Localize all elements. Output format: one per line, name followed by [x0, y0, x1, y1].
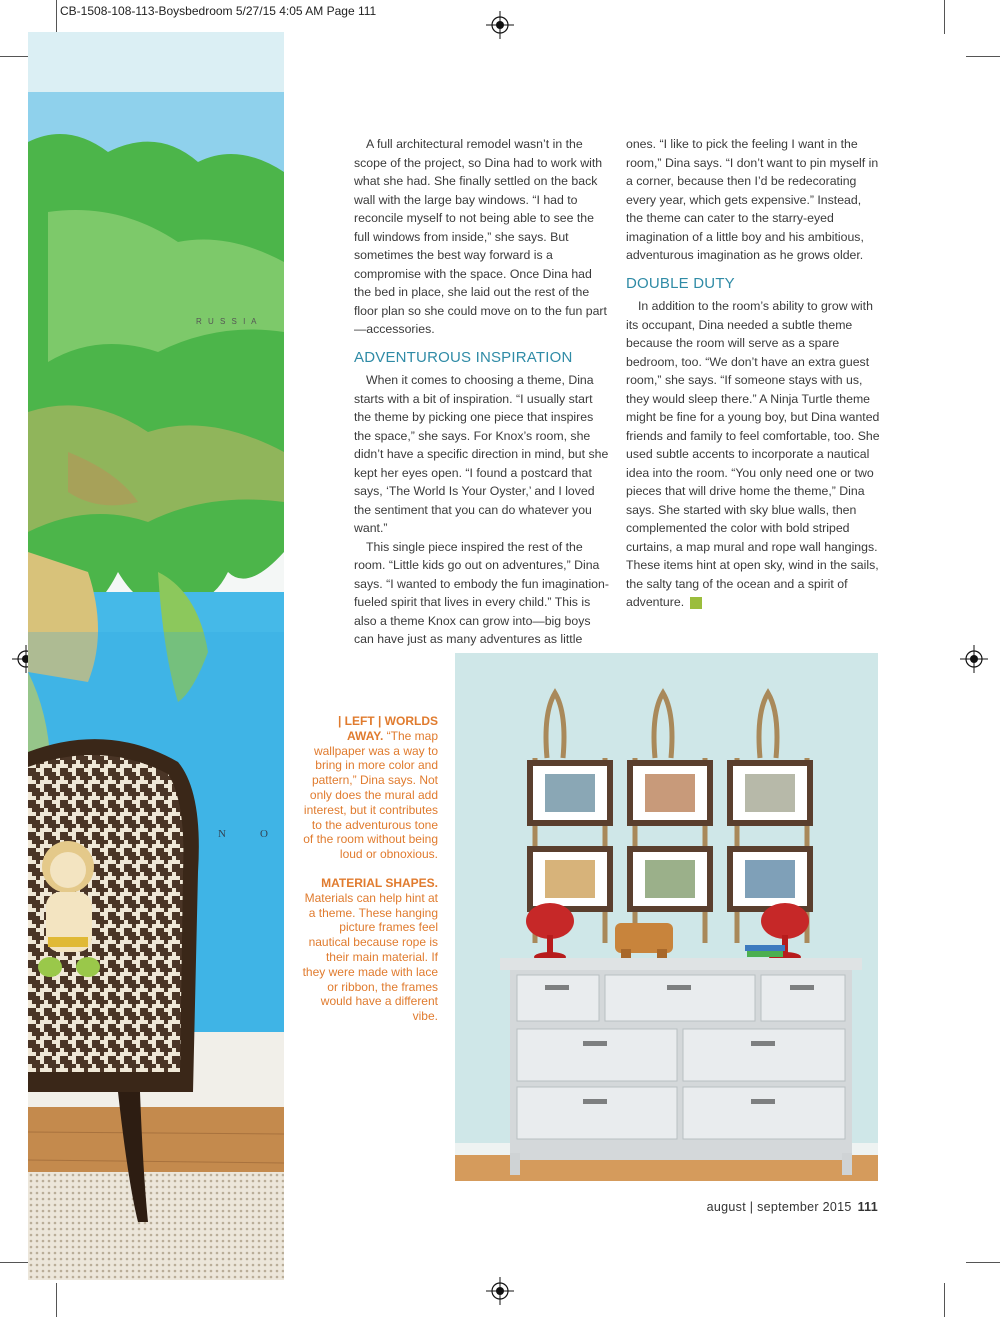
- registration-mark-icon: [486, 1277, 514, 1305]
- article-paragraph-text: In addition to the room’s ability to grow with its occupant, Dina needed a subtle theme because the room will serve as a spare bedroom, too. “We don’t have an extra guest room,” she says. “If someone stays with us, they would sleep there.” A Ninja Turtle theme might be fine for a young boy, but Dina wanted friends and family to feel comfortable, too. She used subtle accents to incorporate a nautical idea into the room. “You only need one or two pieces that will drive home the theme,” Dina says. She started with sky blue walls, then complemented the color with bold striped curtains, a map mural and rope wall hangings. These items hint at open sky, wind in the sails, the salty tang of the ocean and a spirit of adventure.: [626, 299, 880, 609]
- crop-mark: [944, 0, 945, 34]
- section-heading: ADVENTUROUS INSPIRATION: [354, 348, 573, 366]
- printer-slug: CB-1508-108-113-Boysbedroom 5/27/15 4:05 AM Page 111: [60, 4, 377, 18]
- caption-paragraph: [300, 714, 438, 862]
- section-heading: DOUBLE DUTY: [626, 274, 735, 292]
- registration-mark-icon: [486, 11, 514, 39]
- caption-label: MATERIAL SHAPES.: [321, 875, 438, 890]
- crop-mark: [966, 1262, 1000, 1263]
- article-paragraph: A full architectural remodel wasn’t in the scope of the project, so Dina had to work with what she had. She finally settled on the back wall with the large bay windows. “I had to reconcile myself to not being able to see the full windows from inside,” she says. But sometimes the best way forward is a compromise with the space. Once Dina had the bed in place, she laid out the rest of the floor plan so she could move on to the fun part—accessories.: [354, 137, 607, 336]
- map-label: R U S S I A: [196, 317, 259, 326]
- crop-mark: [944, 1283, 945, 1317]
- dresser-illustration: [455, 653, 878, 1181]
- map-label: O: [260, 828, 268, 840]
- caption-text: Materials can help hint at a theme. These hanging picture frames feel nautical because rope is their main material. If they were made with lace or ribbon, the frames would have a different vibe.: [302, 890, 438, 1024]
- caption-paragraph: [300, 876, 438, 1024]
- article-paragraph: [626, 297, 881, 612]
- dresser-photo: [455, 653, 878, 1181]
- end-mark-icon: C: [690, 597, 702, 609]
- photo-caption: [300, 714, 438, 1038]
- crop-mark: [56, 0, 57, 34]
- article-column-1: [354, 135, 609, 649]
- caption-label: | LEFT |: [337, 714, 382, 728]
- article-column-2: [626, 135, 881, 612]
- issue-date: august | september 2015: [706, 1200, 852, 1214]
- map-mural-photo: [28, 32, 284, 1280]
- caption-text: “The map wallpaper was a way to bring in more color and pattern,” Dina says. Not only does the mural add interest, but it contributes to the adventurous tone of the room without being loud or obnoxious.: [303, 728, 438, 862]
- caption-label: WORLDS AWAY.: [347, 714, 438, 743]
- registration-mark-icon: [960, 645, 988, 673]
- crop-mark: [56, 1283, 57, 1317]
- page-number: 111: [857, 1200, 878, 1214]
- article-paragraph: This single piece inspired the rest of the room. “Little kids go out on adventures,” Dina says. “I wanted to embody the fun imagination-fueled spirit that lives in every child.” This is also a theme Knox can grow into—big boys can have just as many adventures as little: [354, 539, 609, 646]
- map-label: N: [218, 828, 226, 840]
- article-paragraph: When it comes to choosing a theme, Dina starts with a bit of inspiration. “I usually start the theme by picking one piece that inspires the space,” she says. For Knox’s room, she didn’t have a specific direction in mind, but she kept her eyes open. “I found a postcard that says, ‘The World Is Your Oyster,’ and I loved the sentiment that you can do whatever you want.”: [354, 373, 609, 535]
- map-mural-illustration: [28, 32, 284, 1280]
- page-folio: [707, 1200, 878, 1214]
- crop-mark: [966, 56, 1000, 57]
- article-paragraph: ones. “I like to pick the feeling I want in the room,” Dina says. “I don’t want to pin myself in a corner, because then I’d be redecorating every year, which gets expensive.” Instead, the theme can cater to the starry-eyed imagination of a little boy and his ambitious, adventurous imagination as he grows older.: [626, 137, 879, 262]
